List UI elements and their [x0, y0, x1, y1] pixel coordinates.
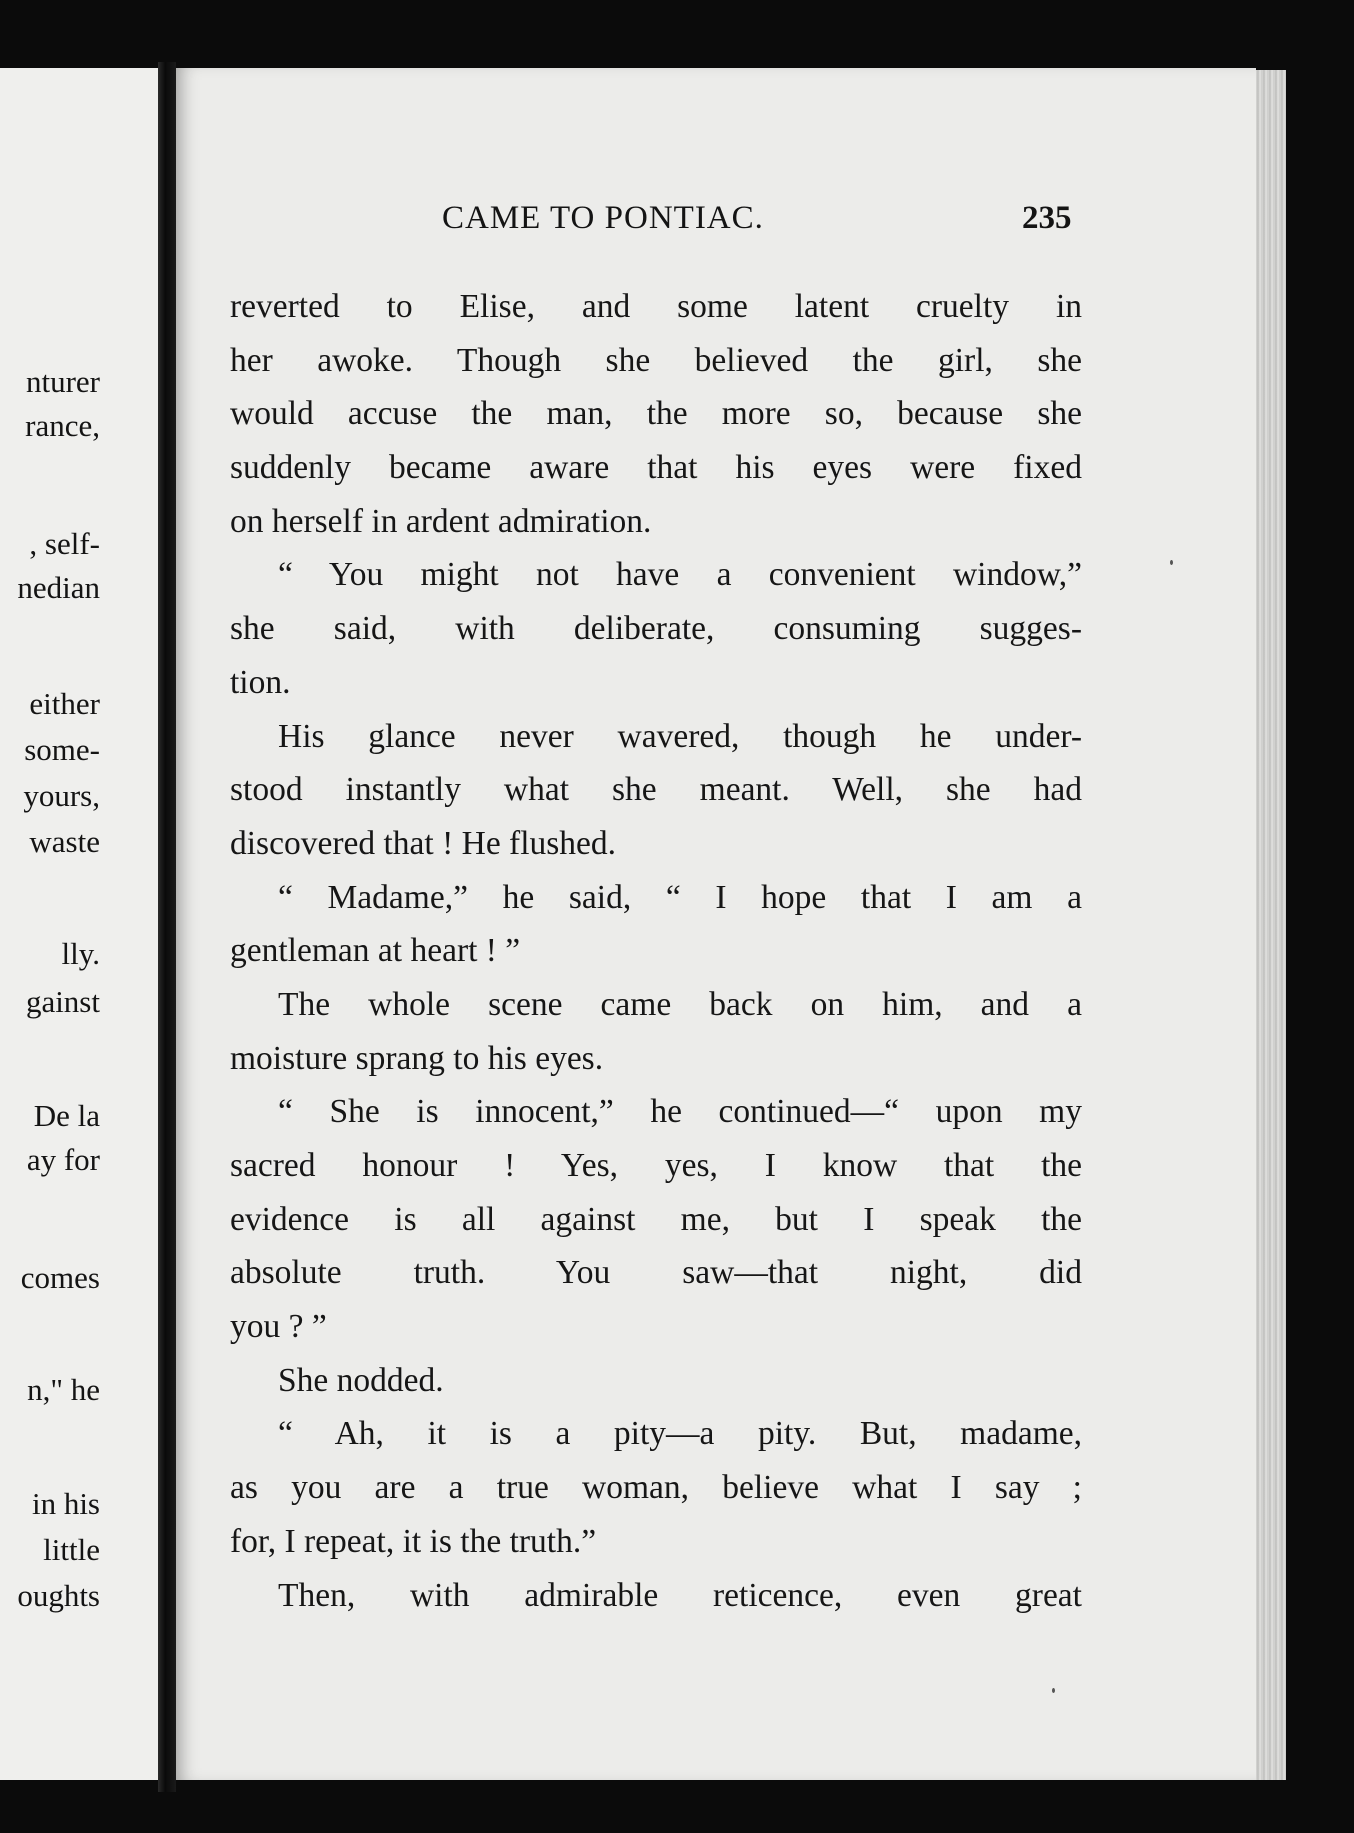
text-line: stood instantly what she meant. Well, she had — [230, 771, 1082, 809]
background-margin — [1286, 60, 1354, 1833]
left-page-fragment: waste — [29, 824, 100, 859]
left-page-fragment: gainst — [25, 984, 100, 1019]
left-page-fragment: , self- — [29, 526, 100, 561]
text-line: gentleman at heart ! ” — [230, 932, 521, 970]
text-line: “ Madame,” he said, “ I hope that I am a — [278, 878, 1082, 916]
left-page-fragment: nturer — [25, 364, 100, 399]
left-page-fragment: lly. — [61, 936, 100, 971]
left-page-fragment: rance, — [25, 408, 100, 443]
text-line: you ? ” — [230, 1308, 327, 1346]
book-gutter — [158, 62, 176, 1792]
text-line: on herself in ardent admiration. — [230, 502, 652, 540]
text-line: tion. — [230, 663, 291, 701]
left-page-fragment: yours, — [23, 778, 100, 813]
page-edge — [1256, 70, 1286, 1780]
left-page — [0, 68, 160, 1780]
text-line: she said, with deliberate, consuming sugges- — [230, 610, 1082, 648]
left-page-fragment: comes — [20, 1260, 100, 1295]
left-page-fragment: n," he — [27, 1372, 100, 1407]
text-line: moisture sprang to his eyes. — [230, 1039, 604, 1077]
left-page-fragment: De la — [33, 1098, 100, 1133]
print-speck — [1052, 1688, 1055, 1693]
text-line: suddenly became aware that his eyes were fixed — [230, 449, 1082, 487]
page-header — [0, 200, 1354, 240]
running-head: CAME TO PONTIAC. — [442, 200, 764, 236]
left-page-fragment: nedian — [17, 570, 100, 605]
page-number: 235 — [1022, 200, 1072, 236]
text-line: His glance never wavered, though he under- — [278, 717, 1082, 755]
text-line: as you are a true woman, believe what I say ; — [230, 1469, 1082, 1507]
text-line: would accuse the man, the more so, because she — [230, 395, 1082, 433]
body-text — [230, 280, 1082, 1622]
text-line: discovered that ! He flushed. — [230, 824, 617, 862]
text-line: reverted to Elise, and some latent cruelty in — [230, 288, 1082, 325]
text-line: “ She is innocent,” he continued—“ upon my — [278, 1093, 1082, 1131]
left-page-fragment: little — [43, 1532, 100, 1567]
text-line: absolute truth. You saw—that night, did — [230, 1254, 1082, 1292]
left-page-fragment: either — [29, 686, 100, 721]
text-line: sacred honour ! Yes, yes, I know that the — [230, 1147, 1082, 1184]
print-speck — [1170, 560, 1173, 565]
text-line: Then, with admirable reticence, even great — [278, 1576, 1082, 1614]
text-line: her awoke. Though she believed the girl, she — [230, 341, 1082, 379]
left-page-fragment: some- — [24, 732, 100, 767]
left-page-fragment: ay for — [26, 1142, 100, 1177]
text-line: “ You might not have a convenient window,” — [278, 556, 1082, 594]
text-line: “ Ah, it is a pity—a pity. But, madame, — [278, 1415, 1082, 1453]
text-line: She nodded. — [278, 1361, 444, 1399]
text-line: The whole scene came back on him, and a — [278, 985, 1082, 1023]
left-page-fragment: in his — [31, 1486, 100, 1521]
text-line: evidence is all against me, but I speak the — [230, 1200, 1082, 1238]
text-line: for, I repeat, it is the truth.” — [230, 1522, 597, 1560]
left-page-fragment: oughts — [17, 1578, 100, 1613]
